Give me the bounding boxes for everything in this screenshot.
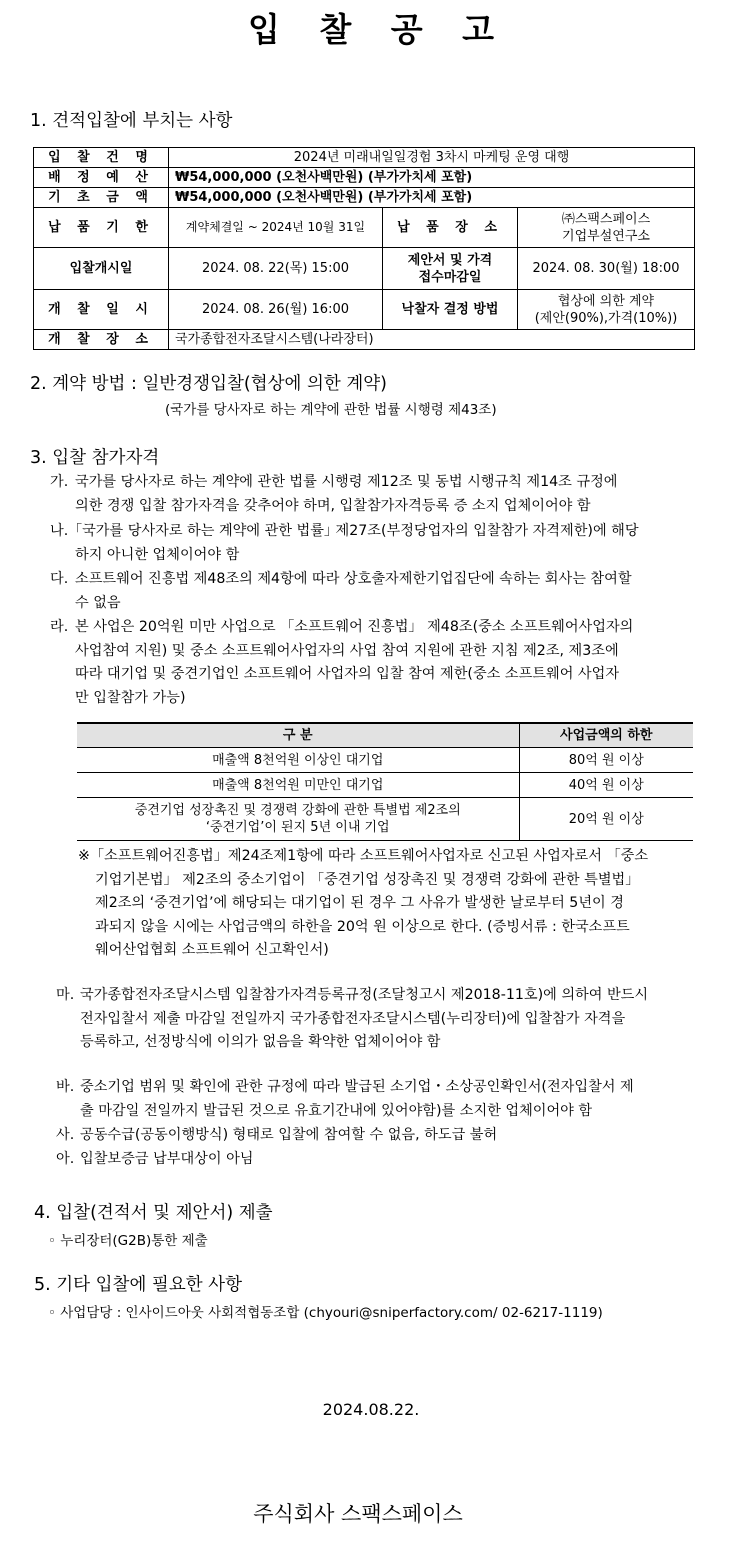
sw-industry-note: [78, 845, 718, 963]
item-ma-line2: 전자입찰서 제출 마감일 전일까지 국가종합전자조달시스템(누리장터)에 입찰참가 자격을: [80, 1010, 626, 1027]
item-da: [50, 568, 720, 615]
threshold-row-amount: 40억 원 이상: [519, 773, 693, 798]
notice-date: 2024.08.22.: [322, 1400, 420, 1419]
item-na-marker: 나.: [50, 523, 69, 539]
item-ga-line1: 국가를 당사자로 하는 계약에 관한 법률 시행령 제12조 및 동법 시행규칙 제14조 규정에: [75, 474, 618, 490]
item-ma-line1: 국가종합전자조달시스템 입찰참가자격등록규정(조달청고시 제2018-11호)에 의하여 반드시: [80, 987, 649, 1003]
delivery-place-line2: 기업부설연구소: [562, 228, 650, 244]
item-ra: [50, 616, 720, 710]
item-ma-line3: 등록하고, 선정방식에 이의가 없음을 확약한 업체이어야 함: [80, 1034, 441, 1050]
page-title: 입 찰 공 고: [248, 10, 508, 49]
award-method-value: [518, 290, 695, 330]
note-line2: 기업기본법」 제2조의 중소기업이 「중견기업 성장촉진 및 경쟁력 강화에 관한 특별법」: [95, 871, 640, 888]
threshold-row-amount: 80억 원 이상: [519, 748, 693, 773]
delivery-deadline-label: 납 품 기 한: [34, 208, 169, 248]
item-na-line2: 하지 아니한 업체이어야 함: [75, 546, 240, 563]
note-line1: ※「소프트웨어진흥법」제24조제1항에 따라 소프트웨어사업자로 신고된 사업자로서 「중소: [78, 848, 649, 864]
item-ra-line4: 만 입찰참가 가능): [75, 689, 186, 706]
item-a-marker: 아.: [56, 1151, 75, 1167]
section-4-heading: 4. 입찰(견적서 및 제안서) 제출: [34, 1203, 273, 1223]
item-da-line1: 소프트웨어 진흥법 제48조의 제4항에 따라 상호출자제한기업집단에 속하는 회사는 참여할: [75, 571, 632, 587]
base-amount-label: 기 초 금 액: [34, 188, 169, 208]
budget-label: 배 정 예 산: [34, 168, 169, 188]
section-5-item: ◦ 사업담당 : 인사이드아웃 사회적협동조합 (chyouri@sniperfactory.com/ 02-6217-1119): [48, 1305, 603, 1321]
item-da-marker: 다.: [50, 571, 69, 587]
item-ba: [56, 1076, 720, 1123]
award-method-line2: (제안(90%),가격(10%)): [534, 310, 678, 326]
delivery-deadline-value: 계약체결일 ~ 2024년 10월 31일: [169, 208, 383, 248]
submission-deadline-value: 2024. 08. 30(월) 18:00: [518, 248, 695, 290]
bid-name-value: 2024년 미래내일일경험 3차시 마케팅 운영 대행: [169, 148, 695, 168]
item-ba-line1: 중소기업 범위 및 확인에 관한 규정에 따라 발급된 소기업・소상공인확인서(전자입찰서 제: [80, 1079, 634, 1095]
base-amount-value: ₩54,000,000 (오천사백만원) (부가가치세 포함): [169, 188, 695, 208]
item-ra-line1: 본 사업은 20억원 미만 사업으로 「소프트웨어 진흥법」 제48조(중소 소프트웨어사업자의: [75, 619, 634, 635]
threshold-row-category-line1: 중견기업 성장촉진 및 경쟁력 강화에 관한 특별법 제2조의: [134, 803, 461, 818]
delivery-place-value: [518, 208, 695, 248]
award-method-line1: 협상에 의한 계약: [557, 293, 655, 309]
item-na: [50, 520, 720, 567]
threshold-table: [77, 722, 693, 841]
item-ma-marker: 마.: [56, 987, 75, 1003]
item-sa-marker: 사.: [56, 1127, 75, 1143]
threshold-row-category: 매출액 8천억원 이상인 대기업: [77, 748, 519, 773]
item-ga: [50, 471, 720, 518]
opening-datetime-label: 개 찰 일 시: [34, 290, 169, 330]
opening-place-label: 개 찰 장 소: [34, 330, 169, 350]
bid-open-value: 2024. 08. 22(목) 15:00: [169, 248, 383, 290]
note-line3: 제2조의 ‘중견기업’에 해당되는 대기업이 된 경우 그 사유가 발생한 날로부터 5년이 경: [95, 895, 624, 911]
item-sa-line1: 공동수급(공동이행방식) 형태로 입찰에 참여할 수 없음, 하도급 불허: [80, 1127, 498, 1143]
budget-value: ₩54,000,000 (오천사백만원) (부가가치세 포함): [169, 168, 695, 188]
note-line5: 웨어산업협회 소프트웨어 신고확인서): [95, 942, 329, 958]
award-method-label: 낙찰자 결정 방법: [383, 290, 518, 330]
submission-deadline-label: [383, 248, 518, 290]
item-ba-line2: 출 마감일 전일까지 발급된 것으로 유효기간내에 있어야함)를 소지한 업체이어야 함: [80, 1102, 593, 1119]
threshold-row-category: [77, 798, 519, 841]
item-a: [56, 1148, 720, 1172]
section-3-heading: 3. 입찰 참가자격: [30, 448, 160, 468]
section-5-heading: 5. 기타 입찰에 필요한 사항: [34, 1275, 242, 1295]
opening-place-value: 국가종합전자조달시스템(나라장터): [169, 330, 695, 350]
bid-open-label: 입찰개시일: [34, 248, 169, 290]
bid-info-table: [33, 147, 695, 350]
note-line4: 과되지 않을 시에는 사업금액의 하한을 20억 원 이상으로 한다. (증빙서류 : 한국소프트: [95, 918, 630, 935]
section-2-subtext: (국가를 당사자로 하는 계약에 관한 법률 시행령 제43조): [165, 402, 497, 418]
item-ga-line2: 의한 경쟁 입찰 참가자격을 갖추어야 하며, 입찰참가자격등록 증 소지 업체이어야 함: [75, 497, 591, 514]
item-ra-line2: 사업참여 지원) 및 중소 소프트웨어사업자의 사업 참여 지원에 관한 지침 제2조, 제3조에: [75, 642, 619, 659]
threshold-row-amount: 20억 원 이상: [519, 798, 693, 841]
item-sa: [56, 1124, 720, 1148]
item-ba-marker: 바.: [56, 1079, 75, 1095]
item-a-line1: 입찰보증금 납부대상이 아님: [80, 1151, 254, 1167]
delivery-place-label: 납 품 장 소: [383, 208, 518, 248]
company-name: 주식회사 스팩스페이스: [253, 1502, 463, 1526]
submission-deadline-label-line1: 제안서 및 가격: [407, 252, 493, 268]
item-ra-marker: 라.: [50, 619, 69, 635]
threshold-header-amount: 사업금액의 하한: [519, 723, 693, 748]
threshold-row-category: 매출액 8천억원 미만인 대기업: [77, 773, 519, 798]
opening-datetime-value: 2024. 08. 26(월) 16:00: [169, 290, 383, 330]
item-ra-line3: 따라 대기업 및 중견기업인 소프트웨어 사업자의 입찰 참여 제한(중소 소프트웨어 사업자: [75, 666, 620, 682]
item-ma: [56, 984, 720, 1055]
bid-name-label: 입 찰 건 명: [34, 148, 169, 168]
section-4-item: ◦ 누리장터(G2B)통한 제출: [48, 1233, 208, 1249]
item-da-line2: 수 없음: [75, 594, 121, 611]
section-1-heading: 1. 견적입찰에 부치는 사항: [30, 111, 233, 131]
threshold-header-category: 구 분: [77, 723, 519, 748]
item-na-line1: ｢국가를 당사자로 하는 계약에 관한 법률｣ 제27조(부정당업자의 입찰참가 자격제한)에 해당: [75, 523, 639, 539]
threshold-row-category-line2: ‘중견기업’이 된지 5년 이내 기업: [205, 820, 390, 835]
submission-deadline-label-line2: 접수마감일: [418, 269, 482, 285]
item-ga-marker: 가.: [50, 474, 69, 490]
delivery-place-line1: ㈜스팩스페이스: [561, 211, 651, 227]
section-2-heading: 2. 계약 방법 : 일반경쟁입찰(협상에 의한 계약): [30, 374, 388, 394]
